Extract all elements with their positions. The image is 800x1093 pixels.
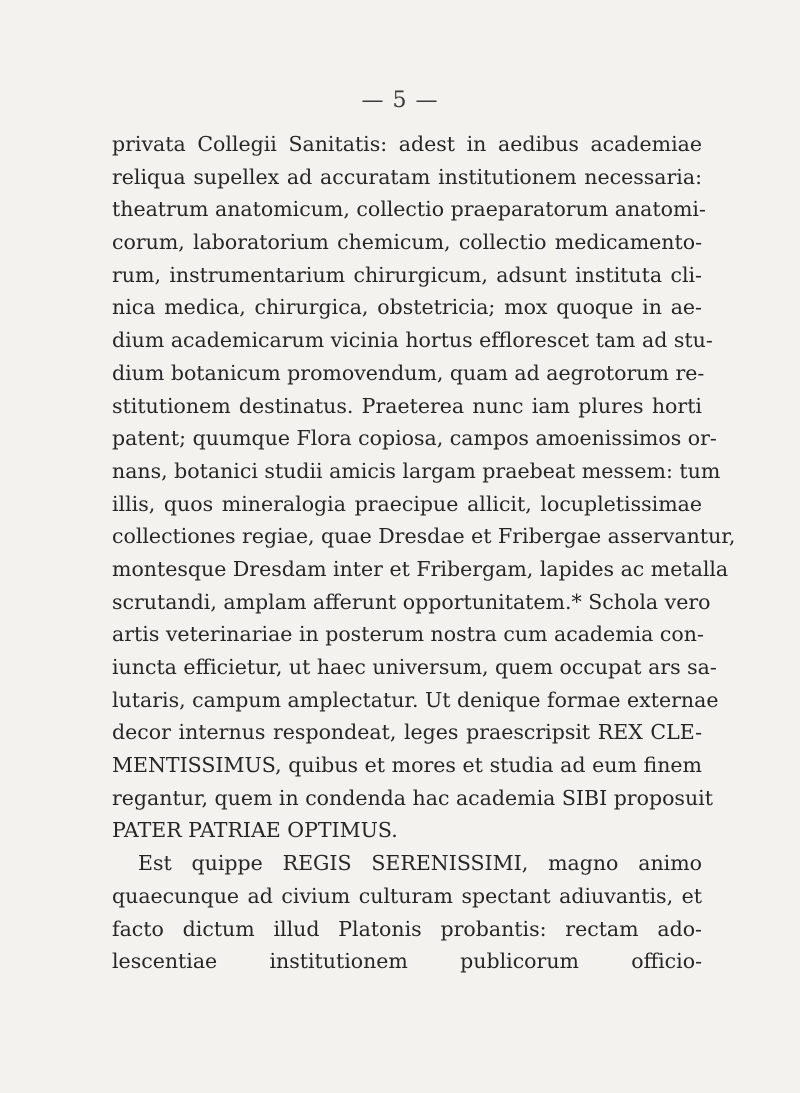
text-line: theatrum anatomicum, collectio praeparatorum anatomi- [112,197,706,222]
text-line: patent; quumque Flora copiosa, campos amoenissimos or- [112,426,717,451]
text-line: facto dictum illud Platonis probantis: rectam ado- [112,916,702,941]
page-number: — 5 — [361,88,439,113]
text-line: montesque Dresdam inter et Fribergam, lapides ac metalla [112,556,729,581]
text-line: corum, laboratorium chemicum, collectio medicamento- [112,230,702,255]
text-line: MENTISSIMUS, quibus et mores et studia ad eum finem [112,753,702,778]
text-line: privata Collegii Sanitatis: adest in aedibus academiae [112,132,702,156]
text-line: iuncta efficietur, ut haec universum, quem occupat ars sa- [112,655,717,679]
text-line: artis veterinariae in posterum nostra cum academia con- [112,622,704,647]
text-line: illis, quos mineralogia praecipue allicit, locupletissimae [112,491,702,516]
text-line: stitutionem destinatus. Praeterea nunc iam plures horti [112,393,702,418]
text-line: nans, botanici studii amicis largam praebeat messem: tum [112,458,721,483]
text-line: dium botanicum promovendum, quam ad aegrotorum re- [112,360,705,385]
text-line: nica medica, chirurgica, obstetricia; mox quoque in ae- [112,295,702,320]
text-line: dium academicarum vicinia hortus efflorescet tam ad stu- [112,328,713,353]
body-text [112,128,736,978]
text-line: scrutandi, amplam afferunt opportunitatem.* Schola vero [112,589,711,614]
text-line: decor internus respondeat, leges praescripsit REX CLE- [112,720,702,745]
text-line: reliqua supellex ad accuratam institutionem necessaria: [112,164,702,189]
text-line: PATER PATRIAE OPTIMUS. [112,818,398,843]
text-line: lescentiae institutionem publicorum officio- [112,949,702,974]
text-line: rum, instrumentarium chirurgicum, adsunt instituta cli- [112,262,702,287]
text-line: regantur, quem in condenda hac academia SIBI proposuit [112,785,713,810]
text-line: lutaris, campum amplectatur. Ut denique formae externae [112,687,719,712]
text-line: Est quippe REGIS SERENISSIMI, magno animo [138,851,702,876]
text-line: collectiones regiae, quae Dresdae et Fribergae asservantur, [112,524,736,549]
text-line: quaecunque ad civium culturam spectant adiuvantis, et [112,883,702,908]
